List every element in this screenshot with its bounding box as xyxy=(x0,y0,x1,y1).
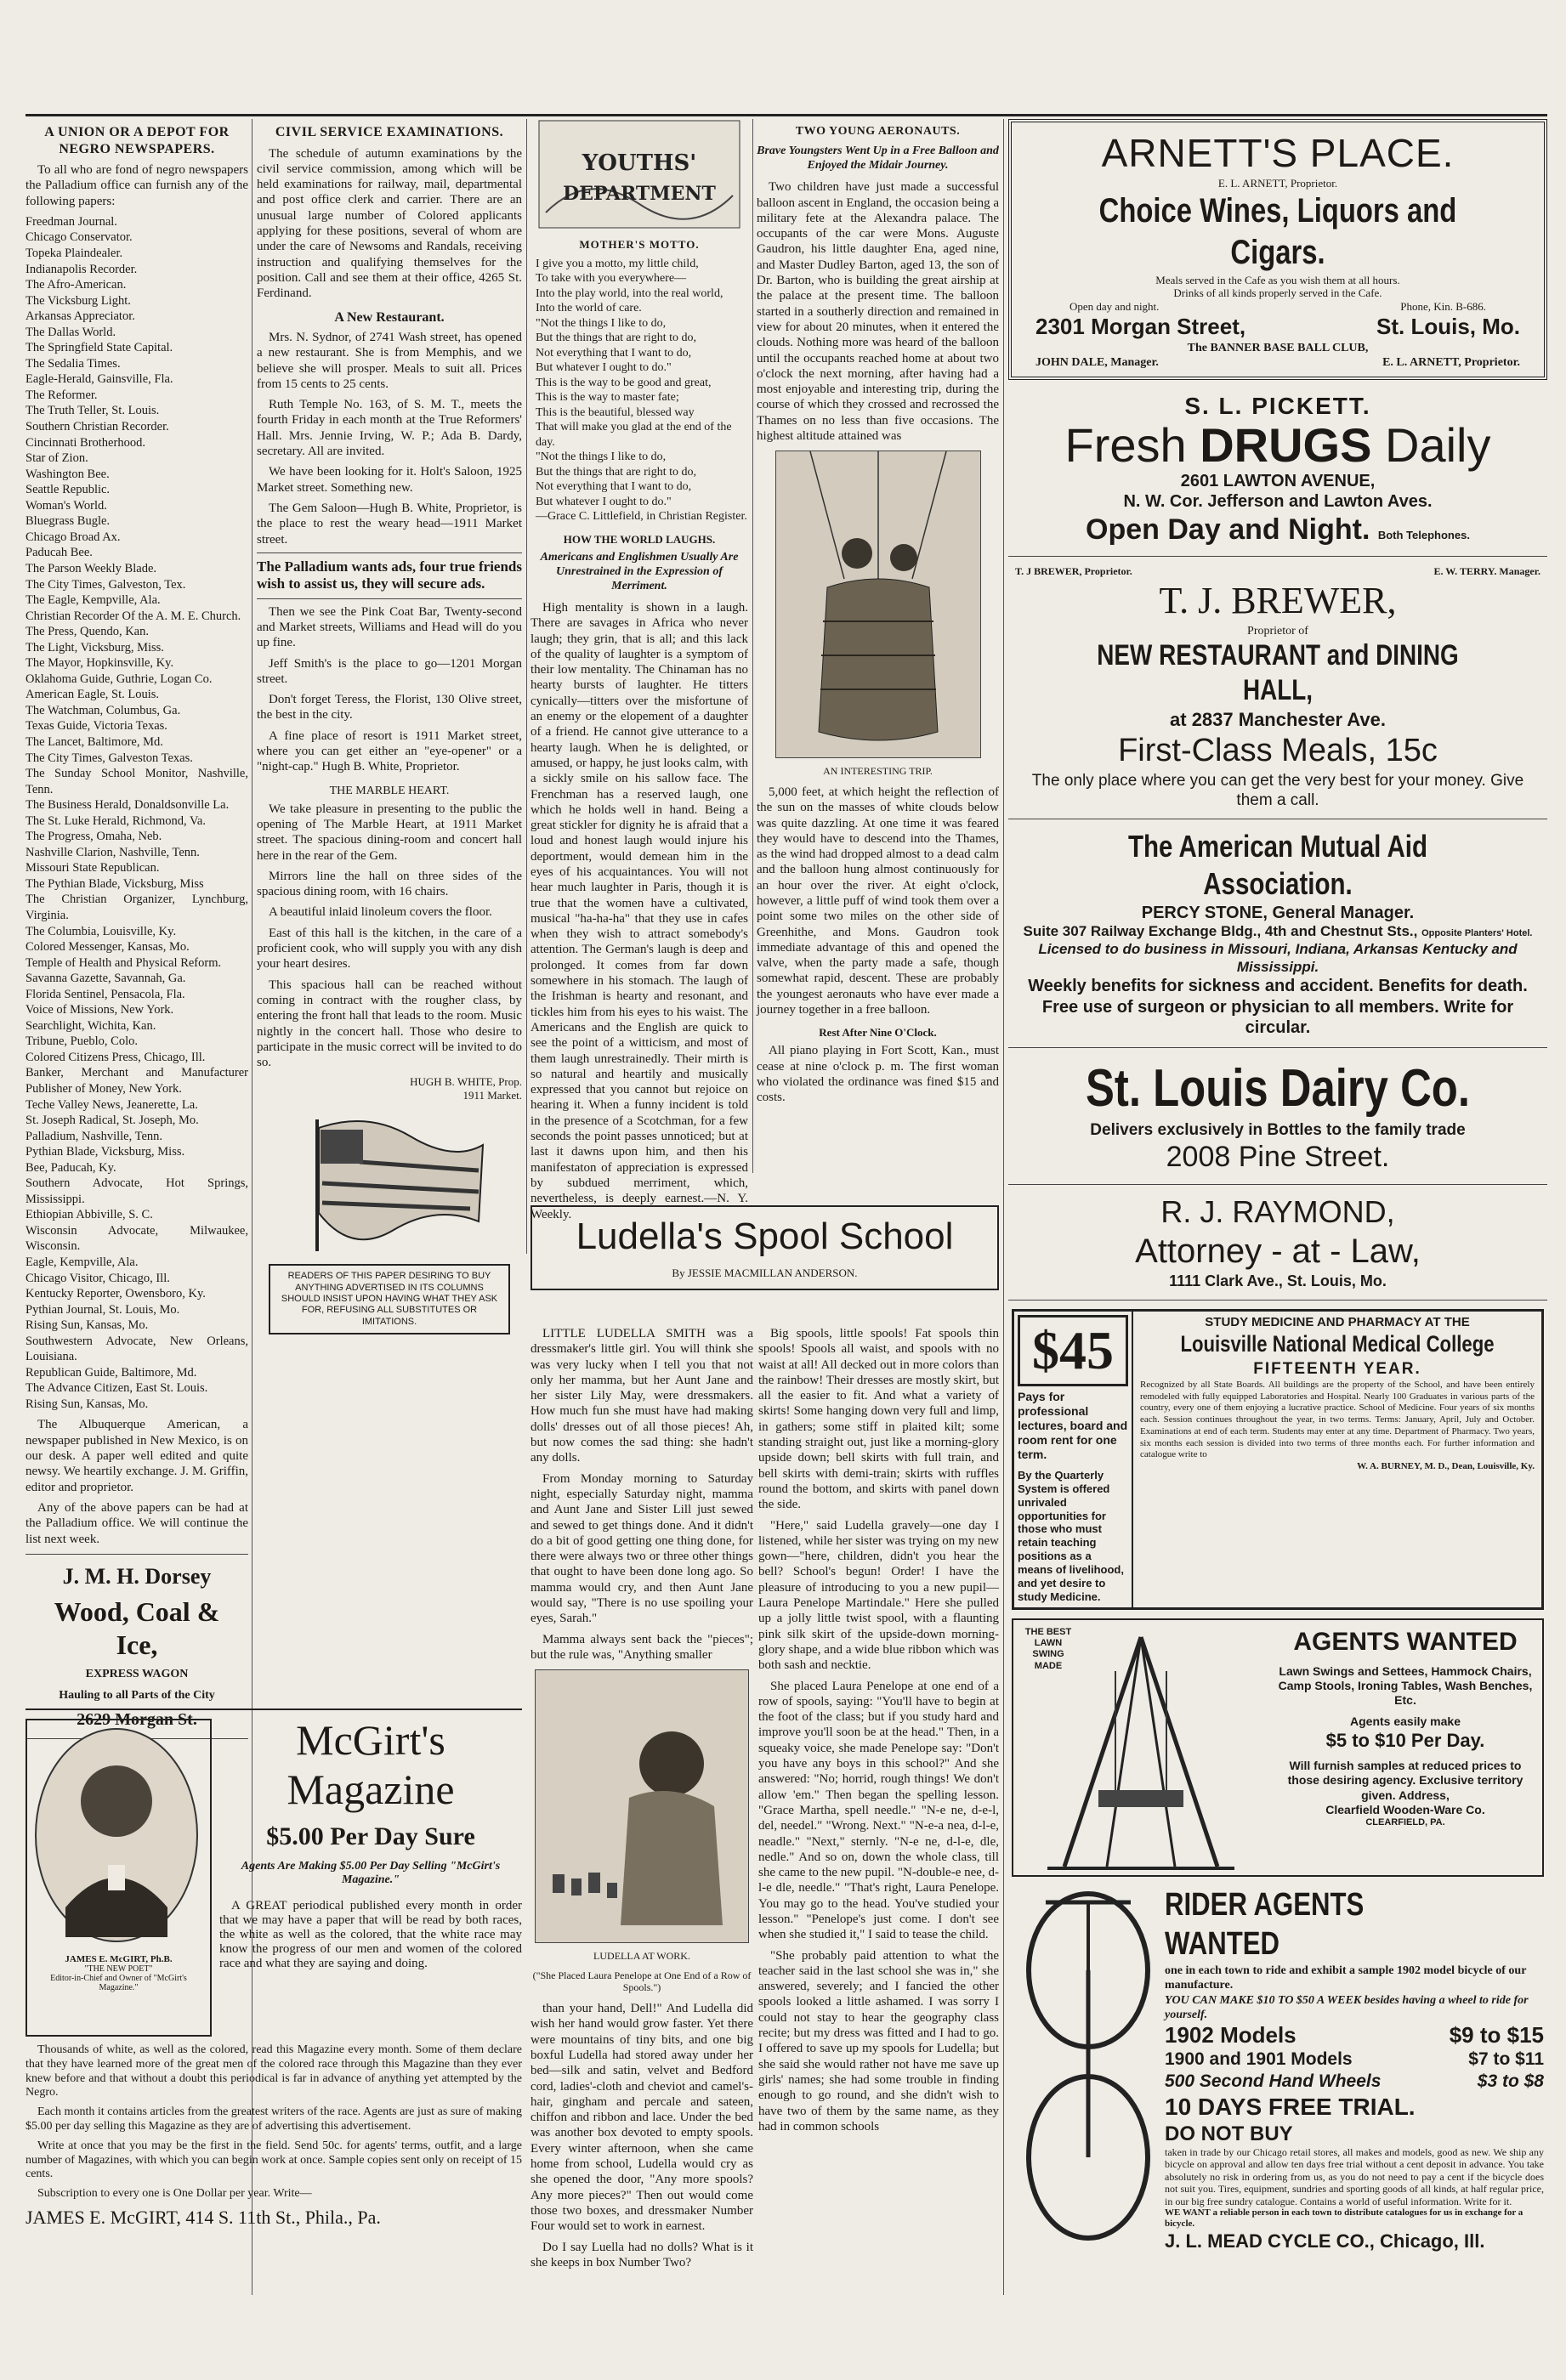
paper-list-item: The Advance Citizen, East St. Louis. xyxy=(26,1381,208,1396)
paper-list-item: The Springfield State Capital. xyxy=(26,341,173,355)
paper-list-item: Christian Recorder Of the A. M. E. Church. xyxy=(26,609,241,623)
paper-list-item: The Press, Quendo, Kan. xyxy=(26,625,149,639)
paper-list-item: The Pythian Blade, Vicksburg, Miss xyxy=(26,876,204,891)
brewer-right: E. W. TERRY. Manager. xyxy=(1433,565,1540,578)
brewer-restaurant: NEW RESTAURANT and DINING HALL, xyxy=(1097,638,1459,707)
ludella-p6: Big spools, little spools! Fat spools thin spools! Spools all waist, and spools with no waist at all! All decked out in more colors than the rainbow! Their dresses are mostly skirt, but all the easier to fit. And what a variety of skirts! Some hanging down very full and limp, in gathers; some stiff in plaited kilt; some standing straight out, just like a morning-glory upside down; bell skirts with full train, and bell skirts with demi-train; skirts with ruffles round the bottom, and skirts with panel down the side. xyxy=(758,1327,999,1512)
paper-list-item: Colored Citizens Press, Chicago, Ill. xyxy=(26,1050,206,1064)
agents-line1: Lawn Swings and Settees, Hammock Chairs, Camp Stools, Ironing Tables, Wash Benches, Etc. xyxy=(1278,1664,1533,1708)
paper-list-item: Kentucky Reporter, Owensboro, Ky. xyxy=(26,1287,206,1301)
brewer-top-row xyxy=(1015,565,1540,578)
ludella-p2: From Monday morning to Saturday night, especially Saturday night, mamma and Aunt Jane and Sister Lill just sewed and sewed to get things done. And it didn't do a bit of good getting one thing done, for there were always two or three other things that ought to have been done long ago. So mamma would cry, and then Aunt Jane would say, "There is no use spoiling your eyes, Sarah." xyxy=(531,1471,753,1626)
jeff-smith: Jeff Smith's is the place to go—1201 Morgan street. xyxy=(257,656,522,686)
flag-illustration-icon xyxy=(292,1102,487,1255)
paper-list-item: Rising Sun, Kansas, Mo. xyxy=(26,1397,149,1411)
poem-line: But the things that are right to do, xyxy=(536,332,696,345)
cycle-body: taken in trade by our Chicago retail stores, all makes and models, good as new. We ship any bicycle on approval and allow ten days free trial without a cent deposit in advance. You take absolutely no risk in ordering from us, as you do not need to pay a cent if the bicycle does not suit you. Tires, equipment, sundries and sporting goods of all kinds, at half regular price, in our big free sundry catalogue. Contains a world of useful information. Write for it. xyxy=(1165,2146,1544,2207)
medical-college-ad xyxy=(1012,1309,1544,1610)
column-4 xyxy=(757,119,999,1173)
mutual-manager: PERCY STONE, General Manager. xyxy=(1141,903,1415,922)
ludella-p5: Do I say Luella had no dolls? What is it she keeps in box Number Two? xyxy=(531,2240,753,2270)
paper-list-item: Woman's World. xyxy=(26,498,107,513)
paper-list-item: Colored Messenger, Kansas, Mo. xyxy=(26,940,190,955)
pickett-open-row xyxy=(1015,513,1540,547)
dairy-ad xyxy=(1008,1048,1547,1185)
paper-list-item: Star of Zion. xyxy=(26,451,88,466)
ludella-p8: She placed Laura Penelope at one end of a row of spools, saying: "You'll have to begin at the foot of the class; but if you study hard and improve you'll soon be at the head." Then, in a squeaky voice, she made Penelope say: "Don't you have any boys in this school?" And she answered: "No; horrid, rough things! We don't allow 'em." Then began the spelling lesson. "Grace Martha, spell needle." "N-e ne, d-e-l, del, needel." "Wrong. Next." "N-e-a nea, d-l-e, neadle." "Next," sternly. "N-e ne, d-l-e, dle, nedle." And so on, down the whole class, till she came to the new pupil. "N-double-e nee, d-l-e dle, needle." "That's right, Laura Penelope. You may go to the head. You've studied your lesson." "Penelope's just come. I don't see when she studied it," I said to tease the child. xyxy=(758,1679,999,1942)
medical-left xyxy=(1014,1312,1133,1607)
mcgirt-body4: Write at once that you may be the first in the field. Send 50c. for agents' terms, outfit, and a large number of Magazines, with which you can begin work at once. Sample copies sent only on receipt of 15 cents. xyxy=(26,2139,522,2181)
dorsey-hauling: Hauling to all Parts of the City xyxy=(59,1688,215,1702)
paper-list-item: Topeka Plaindealer. xyxy=(26,246,123,261)
cycle-notbuy: DO NOT BUY xyxy=(1165,2122,1293,2145)
paper-list-item: Tribune, Pueblo, Colo. xyxy=(26,1034,138,1049)
paper-list-item: Freedman Journal. xyxy=(26,214,117,229)
mcgirt-portrait-frame xyxy=(26,1719,212,2037)
ludella-p4: than your hand, Dell!" And Ludella did wish her hand would grow faster. Yet there were mountains of tiny bits, and one big boxful Ludella had stored away under her bed—silk and satin, velvet and Bedford cord, ladies'-cloth and cheviot and camel's-hair, gingham and percale and sateen, chiffon and ribbon and lace. Under the bed was another box devoted to empty spools. Every winter afternoon, when she came home from school, Ludella would cry as she opened the door, "Any more spools? Any more pieces?" Then out would come those two boxes, and dressmaker Number Four would set to work in earnest. xyxy=(531,2002,753,2234)
arnett-prop2: E. L. ARNETT, Proprietor. xyxy=(1382,355,1520,369)
arnett-line1: Meals served in the Cafe as you wish them at all hours. xyxy=(1155,273,1400,286)
brewer-left: T. J BREWER, Proprietor. xyxy=(1015,565,1132,578)
pickett-daily: Daily xyxy=(1385,418,1491,473)
paper-list-item: Southwestern Advocate, New Orleans, Louisiana. xyxy=(26,1334,248,1364)
mcgirt-tagline: Agents Are Making $5.00 Per Day Selling "McGirt's Magazine." xyxy=(241,1860,501,1886)
portrait-caption: JAMES E. McGIRT, Ph.B. xyxy=(65,1954,173,1964)
arnett-city: St. Louis, Mo. xyxy=(1376,314,1520,340)
poem-line: Not everything that I want to do, xyxy=(536,346,692,360)
agents-line4: Will furnish samples at reduced prices to those desiring agency. Exclusive territory given. Address, xyxy=(1287,1759,1523,1802)
pickett-drugs: DRUGS xyxy=(1200,418,1372,473)
arnett-prop: E. L. ARNETT, Proprietor. xyxy=(1217,177,1338,190)
raymond-ad xyxy=(1008,1185,1547,1300)
ads-column xyxy=(1008,119,1547,2295)
paper-list-item: The City Times, Galveston Texas. xyxy=(26,751,193,765)
arnett-club: The BANNER BASE BALL CLUB, xyxy=(1187,341,1369,354)
arnett-address: 2301 Morgan Street, xyxy=(1035,314,1246,340)
svg-text:YOUTHS': YOUTHS' xyxy=(582,150,697,176)
arnett-bottom-row xyxy=(1018,355,1537,370)
poem-line: This is the beautiful, blessed way xyxy=(536,405,695,419)
laughs-sub: Americans and Englishmen Usually Are Unrestrained in the Expression of Merriment. xyxy=(540,550,739,592)
cycle-models3p: $3 to $8 xyxy=(1477,2071,1544,2091)
paper-list-item: Pythian Blade, Vicksburg, Miss. xyxy=(26,1145,185,1159)
mothers-motto-poem xyxy=(531,257,748,524)
arnett-title: ARNETT'S PLACE. xyxy=(1101,131,1455,175)
dorsey-line: Wood, Coal & Ice, xyxy=(54,1595,220,1660)
brewer-tag: The only place where you can get the very best for your money. Give them a call. xyxy=(1031,771,1524,809)
agents-line2: Agents easily make xyxy=(1350,1714,1461,1729)
youths-department-header-icon xyxy=(537,119,741,230)
gem-saloon: The Gem Saloon—Hugh B. White, Proprietor, is the place to rest the weary head—1911 Market street. xyxy=(257,501,522,547)
marble-p5: This spacious hall can be reached without coming in contract with the rougher class, by entering the front hall that leads to the room. Music nightly in the concert hall. Those who desire to participate in the music correct will be invited to do so. xyxy=(257,978,522,1070)
paper-list-item: Ethiopian Abbiville, S. C. xyxy=(26,1208,153,1222)
bicycle-illustration xyxy=(1012,1885,1165,2251)
paper-list-item: The Reformer. xyxy=(26,388,98,402)
restaurant-body: Mrs. N. Sydnor, of 2741 Wash street, has opened a new restaurant. She is from Memphis, and we believe she will prosper. Meals to suit all. Prices from 15 cents to 25 cents. xyxy=(257,331,522,391)
pink-coat: Then we see the Pink Coat Bar, Twenty-second and Market streets, Williams and Head will do you up fine. xyxy=(257,604,522,650)
poem-line: But whatever I ought to do." xyxy=(536,495,672,508)
cycle-models2-row xyxy=(1165,2048,1544,2071)
paper-list-item: The Watchman, Columbus, Ga. xyxy=(26,703,181,717)
raymond-title: Attorney - at - Law, xyxy=(1135,1232,1421,1270)
paper-list-item: Texas Guide, Victoria Texas. xyxy=(26,719,167,734)
pickett-fresh: Fresh xyxy=(1064,418,1187,473)
paper-list-item: Paducah Bee. xyxy=(26,546,93,560)
column-rule xyxy=(752,119,753,1173)
albuquerque-note: The Albuquerque American, a newspaper published in New Mexico, is on our desk. A paper well edited and quite newsy. We heartily exchange. J. M. Griffin, editor and proprietor. xyxy=(26,1418,248,1494)
mutual-opposite: Opposite Planters' Hotel. xyxy=(1421,928,1533,939)
cycle-line1: one in each town to ride and exhibit a sample 1902 model bicycle of our manufacture. xyxy=(1165,1964,1527,1992)
medical-right xyxy=(1133,1312,1541,1607)
mcgirt-price: $5.00 Per Day Sure xyxy=(266,1822,475,1850)
paper-list-item: Wisconsin Advocate, Milwaukee, Wisconsin. xyxy=(26,1223,248,1254)
paper-list-item: The Truth Teller, St. Louis. xyxy=(26,404,160,418)
pickett-phones: Both Telephones. xyxy=(1377,528,1470,541)
arnett-ad xyxy=(1008,119,1547,380)
negro-papers-intro: To all who are fond of negro newspapers the Palladium office can furnish any of the following papers: xyxy=(26,163,248,208)
arnett-address-row xyxy=(1018,314,1537,341)
portrait-icon xyxy=(27,1720,207,1950)
medical-head1: STUDY MEDICINE AND PHARMACY AT THE xyxy=(1205,1314,1470,1329)
poem-line: Into the play world, into the real world, xyxy=(536,286,723,300)
mcgirt-title1: McGirt's xyxy=(296,1716,445,1764)
paper-list-item: The Afro-American. xyxy=(26,278,127,292)
poem-line: But whatever I ought to do." xyxy=(536,361,672,375)
paper-list-item: Nashville Clarion, Nashville, Tenn. xyxy=(26,845,200,859)
laughs-title: HOW THE WORLD LAUGHS. xyxy=(563,532,716,546)
balloon-caption: AN INTERESTING TRIP. xyxy=(823,765,933,778)
poem-line: I give you a motto, my little child, xyxy=(536,257,699,270)
mcgirt-address: JAMES E. McGIRT, 414 S. 11th St., Phila., Pa. xyxy=(26,2206,381,2228)
ludella-illustration-icon xyxy=(535,1669,749,1943)
mutual-licensed: Licensed to do business in Missouri, Indiana, Arkansas Kentucky and Mississippi. xyxy=(1038,941,1518,975)
paper-list-item: Rising Sun, Kansas, Mo. xyxy=(26,1318,149,1333)
mutual-aid-ad xyxy=(1008,819,1547,1048)
ludella-caption: LUDELLA AT WORK. xyxy=(593,1950,690,1963)
aero-sub: Brave Youngsters Went Up in a Free Balloon and Enjoyed the Midair Journey. xyxy=(757,144,999,173)
portrait-caption3: Editor-in-Chief and Owner of "McGirt's Magazine." xyxy=(50,1974,187,1992)
dairy-title: St. Louis Dairy Co. xyxy=(1086,1058,1470,1118)
paper-list-item: Banker, Merchant and Manufacturer Publisher of Money, New York. xyxy=(26,1066,248,1096)
ludella-byline: By JESSIE MACMILLAN ANDERSON. xyxy=(672,1266,858,1279)
medical-body: Recognized by all State Boards. All buildings are the property of the School, and have been entirely remodeled with fully equipped Laboratories and Hospital. Nearly 100 Graduates in various parts of the country, every one of them enjoying a lucrative practice. School of Medicine. Four years of six months each. Session continues throughout the year, in two terms. Terms: January, April, July and October. Examinations at end of each term. Students may enter at any time. Department of Pharmacy. Two years, six months each session is divided into two terms of three months each. For further information and catalogue write to xyxy=(1140,1379,1535,1460)
paper-list-item: The Christian Organizer, Lynchburg, Virginia. xyxy=(26,892,248,922)
swing-illustration xyxy=(1013,1620,1268,1875)
medical-head2: Louisville National Medical College xyxy=(1180,1331,1495,1357)
resort-1911: A fine place of resort is 1911 Market street, where you can get either an "eye-opener" or a "night-cap." Hugh B. White, Proprietor. xyxy=(257,728,522,774)
medical-head3: FIFTEENTH YEAR. xyxy=(1253,1360,1421,1379)
poem-line: To take with you everywhere— xyxy=(536,272,687,286)
mcgirt-title2: Magazine xyxy=(287,1765,455,1813)
ludella-title-box xyxy=(531,1205,999,1290)
paper-list-item: The Eagle, Kempville, Ala. xyxy=(26,593,161,608)
brewer-meals: First-Class Meals, 15c xyxy=(1118,733,1438,769)
paper-list-item: Eagle, Kempville, Ala. xyxy=(26,1255,139,1270)
rest-body: All piano playing in Fort Scott, Kan., must cease at nine o'clock p. m. The first woman who violated the ordinance was fined $15 and costs. xyxy=(757,1044,999,1105)
swing-best-label: THE BEST LAWN SWING MADE xyxy=(1024,1626,1072,1671)
dairy-line: Delivers exclusively in Bottles to the family trade xyxy=(1090,1121,1466,1140)
dorsey-wagon: EXPRESS WAGON xyxy=(85,1667,189,1680)
arnett-open-row xyxy=(1018,300,1537,314)
paper-list-item: Arkansas Appreciator. xyxy=(26,309,135,324)
paper-list-item: Searchlight, Wichita, Kan. xyxy=(26,1018,156,1033)
marble-sign: HUGH B. WHITE, Prop. xyxy=(410,1075,522,1089)
column-3 xyxy=(531,119,748,1250)
cycle-models3-row xyxy=(1165,2071,1544,2093)
paper-list-item: The Lancet, Baltimore, Md. xyxy=(26,734,163,749)
papers-note: Any of the above papers can be had at the Palladium office. We will continue the list next week. xyxy=(26,1500,248,1546)
paper-list-item: The Parson Weekly Blade. xyxy=(26,561,156,575)
ludella-col-b xyxy=(758,1326,999,2139)
paper-list-item: The City Times, Galveston, Tex. xyxy=(26,577,186,592)
paper-list-item: The Mayor, Hopkinsville, Ky. xyxy=(26,656,174,671)
paper-list-item: Florida Sentinel, Pensacola, Fla. xyxy=(26,987,185,1001)
cycle-models2: 1900 and 1901 Models xyxy=(1165,2049,1353,2070)
cycle-models1-row xyxy=(1165,2022,1544,2049)
paper-list-item: The Business Herald, Donaldsonville La. xyxy=(26,798,230,813)
laughs-body: High mentality is shown in a laugh. There are savages in Africa who never laugh; they grin, that is all; and this lack of the quality of laughter is a symptom of their low mentality. The Chinaman has no hearty bursts of laughter. He titters cynically—titters over the misfortune of an enemy or the elopement of a daughter of a friend. He cannot give utterance to a hearty laugh. When he is delighted, or amused, or happy, he just looks calm, with a sickly smile on his sallow face. The Frenchman has a reserved laugh, one which he holds well in hand. Being a great stickler for dignity he is afraid that a loud and honest laugh would injure his deportment, would demean him in the eyes of his acquaintances. You will not hear much laughter in Paris, though it is true that the women have a cultivated, musical "ha-ha-ha" that they use in cafes when they wish to attract somebody's attention. The German's laugh is deep and prolonged. It comes from far down somewhere in his stomach. The laugh of the Irishman is hearty and resonant, and tickles him from his eyes to his waist. The Americans and the English are quick to see the point of a witticism, and most of them laugh unrestrainedly. Their mirth is so natural and heartily and musically expressed that you cannot but rejoice on hearing it. When a funny incident is told in the presence of a Scotchman, for a few seconds the point passes unnoticed; but at last it dawns upon him, and then his manifestaton of appreciation is expressed by subdued merriment, which, nevertheless, is deeply earnest.—N. Y. Weekly. xyxy=(531,600,748,1221)
paper-list-item: Chicago Conservator. xyxy=(26,230,133,245)
paper-list-item: Chicago Broad Ax. xyxy=(26,530,121,544)
paper-list-item: Chicago Visitor, Chicago, Ill. xyxy=(26,1271,170,1285)
dairy-address: 2008 Pine Street. xyxy=(1166,1141,1390,1174)
paper-list-item: Indianapolis Recorder. xyxy=(26,262,138,276)
aero-body2: 5,000 feet, at which height the reflection of the sun on the masses of white clouds below was quite dazzling. At one time it was feared they would have to descend into the Thames, as the wind had dropped almost to a dead calm and the balloon hung almost continuously for an hour over the river. At eight o'clock, however, a little puff of wind took them over a point some two miles on the other side of Greenhithe, and Mons. Gaudron took immediate advantage of this and opened the valve, when the party made a safe, though somewhat rapid, descent. These are probably the youngest aeronauts who have ever made a journey together in a free balloon. xyxy=(757,785,999,1017)
agents-company: Clearfield Wooden-Ware Co. xyxy=(1325,1802,1485,1816)
rest-title: Rest After Nine O'Clock. xyxy=(819,1026,937,1040)
agents-title: AGENTS WANTED xyxy=(1293,1627,1518,1656)
poem-line: —Grace C. Littlefield, in Christian Register. xyxy=(536,510,747,524)
readers-notice: READERS OF THIS PAPER DESIRING TO BUY ANYTHING ADVERTISED IN ITS COLUMNS SHOULD INSIST UPON HAVING WHAT THEY ASK FOR, REFUSING ALL SUBSTITUTES OR IMITATIONS. xyxy=(269,1264,510,1334)
balloon-illustration-icon xyxy=(775,450,981,758)
poem-line: This is the way to be good and great, xyxy=(536,376,712,389)
top-rule xyxy=(26,114,1547,116)
paper-list-item: Seattle Republic. xyxy=(26,483,111,497)
cycle-models3: 500 Second Hand Wheels xyxy=(1165,2071,1382,2091)
mcgirt-body: A GREAT periodical published every month in order that we may have a paper that will be read by both races, the white as well as the colored, that the white race may know the progress of our men and women of the colored race and what they are saying and doing. xyxy=(219,1899,522,1970)
paper-list-item: Voice of Missions, New York. xyxy=(26,1003,174,1017)
brewer-name: T. J. BREWER, xyxy=(1159,579,1397,621)
paper-list-item: Savanna Gazette, Savannah, Ga. xyxy=(26,972,186,986)
motto-title: MOTHER'S MOTTO. xyxy=(579,238,700,251)
civil-title: CIVIL SERVICE EXAMINATIONS. xyxy=(275,125,504,139)
mcgirt-body3: Each month it contains articles from the greatest writers of the race. Agents are just as sure of making $5.00 per day selling this Magazine as they are of advertising this advertisement. xyxy=(26,2105,522,2133)
paper-list-item: Missouri State Republican. xyxy=(26,861,160,876)
arnett-manager: JOHN DALE, Manager. xyxy=(1035,355,1159,369)
bicycle-icon xyxy=(1012,1885,1165,2251)
poem-line: That will make you glad at the end of the day. xyxy=(536,421,732,449)
medical-quarterly: By the Quarterly System is offered unrivaled opportunities for those who must retain teaching positions as a means of livelihood, and yet desire to study Medicine. xyxy=(1018,1469,1124,1603)
civil-body: The schedule of autumn examinations by the civil service commission, among which will be held examinations for railway, mail, departmental and post office clerk and carrier. There are an unusual large number of Colored applicants applying for these positions, several of whom are under the care of Newsoms and Randals, receiving instruction and qualifying themselves for the position. Call and see them at their office, 4265 St. Ferdinand. xyxy=(257,146,522,301)
pickett-open: Open Day and Night. xyxy=(1086,513,1370,546)
poem-line: "Not the things I like to do, xyxy=(536,450,667,464)
column-rule xyxy=(1003,119,1004,2295)
ludella-caption2: ("She Placed Laura Penelope at One End of a Row of Spools.") xyxy=(532,1969,752,1994)
mcgirt-subscription: Subscription to every one is One Dollar per year. Write— xyxy=(37,2187,312,2201)
teress-florist: Don't forget Teress, the Florist, 130 Olive street, the best in the city. xyxy=(257,693,522,722)
column-1 xyxy=(26,119,248,1729)
arnett-line2: Drinks of all kinds properly served in the Cafe. xyxy=(1173,286,1382,300)
pickett-name: S. L. PICKETT. xyxy=(1184,393,1371,420)
cycle-company: J. L. MEAD CYCLE CO., Chicago, Ill. xyxy=(1165,2230,1485,2252)
agents-city: CLEARFIELD, PA. xyxy=(1365,1816,1445,1828)
marble-sign2: 1911 Market. xyxy=(462,1089,522,1102)
mcgirt-ad xyxy=(26,1708,522,2297)
paper-list-item: Southern Christian Recorder. xyxy=(26,420,169,434)
paper-list-item: St. Joseph Radical, St. Joseph, Mo. xyxy=(26,1114,199,1128)
cycle-ad xyxy=(1012,1885,1544,2251)
paper-list-item: The St. Luke Herald, Richmond, Va. xyxy=(26,813,206,828)
medical-price: $45 xyxy=(1018,1315,1128,1386)
marble-p1: We take pleasure in presenting to the public the opening of The Marble Heart, at 1911 Market street. The spacious dining-room and concert hall here in the rear of the Gem. xyxy=(257,802,522,863)
restaurant-title: A New Restaurant. xyxy=(334,310,445,326)
ruth-temple: Ruth Temple No. 163, of S. M. T., meets the fourth Friday in each month at the True Reformers' Hall. Mrs. Jennie Irving, W. P.; Ada B. Dardy, secretary. All are invited. xyxy=(257,398,522,459)
paper-list-item: The Progress, Omaha, Neb. xyxy=(26,830,162,844)
marble-title: THE MARBLE HEART. xyxy=(329,784,450,797)
paper-list-item: Oklahoma Guide, Guthrie, Logan Co. xyxy=(26,672,213,686)
mcgirt-body2: Thousands of white, as well as the colored, read this Magazine every month. Some of them declare that they have learned more of the great men of the colored race through this Magazine than they ever knew before and that without a doubt this periodical is far in advance of anything yet attempted by the Negro. xyxy=(26,2043,522,2100)
marble-p3: A beautiful inlaid linoleum covers the floor. xyxy=(269,905,492,920)
pickett-ad xyxy=(1008,383,1547,557)
cycle-text xyxy=(1165,1885,1544,2251)
paper-list-item: Bee, Paducah, Ky. xyxy=(26,1160,116,1175)
ludella-p3: Mamma always sent back the "pieces"; but the rule was, "Anything smaller xyxy=(531,1632,753,1662)
pickett-corner: N. W. Cor. Jefferson and Lawton Aves. xyxy=(1123,492,1433,512)
mutual-suite: Suite 307 Railway Exchange Bldg., 4th and Chestnut Sts., xyxy=(1023,923,1418,940)
arnett-headline: Choice Wines, Liquors and Cigars. xyxy=(1098,191,1457,271)
poem-line: But the things that are right to do, xyxy=(536,465,696,479)
marble-p4: East of this hall is the kitchen, in the care of a proficient cook, who will supply you with any dish your heart desires. xyxy=(257,926,522,972)
poem-line: Into the world of care. xyxy=(536,302,642,315)
agents-text xyxy=(1268,1620,1542,1875)
cycle-line1b: YOU CAN MAKE $10 TO $50 A WEEK besides having a wheel to ride for yourself. xyxy=(1165,1993,1529,2021)
mcgirt-bottom xyxy=(26,2043,522,2229)
ludella-p7: "Here," said Ludella gravely—one day I listened, while her sister was trying on my new gown—"here, children, didn't you hear the bell? School's begun! Order! I have the pleasure of introducing to you a new pupil—Laura Penelope Martindale." Here she pulled up a jolly little twist spool, with a flaunting pink silk skirt of the upside-down morning-glory shape, and a wide blue ribbon which was both sash and necktie. xyxy=(758,1518,999,1673)
palladium-wants: The Palladium wants ads, four true friends wish to assist us, they will secure ads. xyxy=(257,552,522,599)
column-rule xyxy=(526,119,527,1254)
mutual-title: The American Mutual Aid Association. xyxy=(1127,829,1428,901)
brewer-address: at 2837 Manchester Ave. xyxy=(1170,708,1386,730)
aero-title: TWO YOUNG AERONAUTS. xyxy=(795,125,961,138)
paper-list-item: The Vicksburg Light. xyxy=(26,293,131,308)
ludella-story xyxy=(531,1205,999,2295)
paper-list-item: American Eagle, St. Louis. xyxy=(26,688,160,702)
raymond-name: R. J. RAYMOND, xyxy=(1160,1193,1395,1229)
marble-p2: Mirrors line the hall on three sides of the spacious dining room, with 16 chairs. xyxy=(257,869,522,899)
cycle-title: RIDER AGENTS WANTED xyxy=(1165,1886,1365,1962)
column-2 xyxy=(257,119,522,1700)
paper-list-item: The Sedalia Times. xyxy=(26,356,121,371)
cycle-want: WE WANT a reliable person in each town to distribute catalogues for us in exchange for a bicycle. xyxy=(1165,2207,1523,2230)
medical-dean: W. A. BURNEY, M. D., Dean, Louisville, Ky. xyxy=(1357,1461,1535,1472)
poem-line: This is the way to master fate; xyxy=(536,391,679,405)
ludella-p1: LITTLE LUDELLA SMITH was a dressmaker's little girl. You will think she was very lucky when I tell you that not only her mamma, but her Aunt Jane and her sister Lily May, were dressmakers. How much fun she must have had making dolls' dresses out of all those pieces! Ah, but now comes the sad thing: she hadn't any dolls. xyxy=(531,1327,753,1465)
paper-list-item: Eagle-Herald, Gainsville, Fla. xyxy=(26,372,173,387)
dorsey-name: J. M. H. Dorsey xyxy=(62,1563,212,1589)
ludella-title: Ludella's Spool School xyxy=(576,1216,954,1257)
ludella-p9: "She probably paid attention to what the teacher said in the last school she was in," she answered, severely; and I fancied the other spools looked a little ashamed. I was sorry I could not stay to hear the geography class recite; but my dress was fitted and I had to go. I offered to save up my spools for Ludella; but she said she would rather not have me save up girls' names; she had some trouble in finding enough to go round, and she didn't wish to have two of them by the same name, as they had in common schools xyxy=(758,1948,999,2134)
paper-list-item: The Sunday School Monitor, Nashville, Tenn. xyxy=(26,767,248,796)
paper-list-item: Washington Bee. xyxy=(26,467,110,481)
portrait-caption2: "THE NEW POET" xyxy=(84,1964,153,1974)
paper-list-item: Cincinnati Brotherhood. xyxy=(26,435,145,450)
poem-line: Not everything that I want to do, xyxy=(536,480,692,494)
paper-list-item: Teche Valley News, Jeanerette, La. xyxy=(26,1097,198,1112)
ludella-col-a xyxy=(531,1326,753,2275)
dorsey-address: 2629 Morgan St. xyxy=(77,1709,197,1729)
paper-list-item: Southern Advocate, Hot Springs, Mississippi. xyxy=(26,1176,248,1206)
cycle-models1: 1902 Models xyxy=(1165,2021,1296,2048)
negro-papers-title: A UNION OR A DEPOT FOR NEGRO NEWSPAPERS. xyxy=(44,125,230,156)
cycle-models1p: $9 to $15 xyxy=(1449,2021,1544,2048)
paper-list-item: Bluegrass Bugle. xyxy=(26,514,111,529)
mutual-weekly: Weekly benefits for sickness and accident. Benefits for death. xyxy=(1028,977,1528,996)
svg-text:DEPARTMENT: DEPARTMENT xyxy=(563,183,716,205)
mcgirt-heading xyxy=(219,1715,522,1976)
paper-list-item: Republican Guide, Baltimore, Md. xyxy=(26,1365,197,1380)
aero-body: Two children have just made a successful balloon ascent in England, the occasion being a military fete at the Alexandra palace. The occupants of the car were Mons. Auguste Gaudron, his little daughter Ena, aged nine, and Master Dudley Barton, aged 13, the son of Dr. Barton, who is building the great airship at the palace at the present time. The balloon started in a southerly direction and remained in view for about 20 minutes, when it entered the clouds. Nothing more was heard of the balloon until the occupants reached home at about two o'clock the next morning, after having had a most enjoyable and interesting trip, during the course of which they crossed and recrossed the Thames on no less than five occasions. The highest altitude attained was xyxy=(757,180,999,443)
brewer-prop: Proprietor of xyxy=(1247,624,1308,638)
paper-list-item: Temple of Health and Physical Reform. xyxy=(26,955,222,970)
papers-list xyxy=(26,214,248,1413)
poem-line: "Not the things I like to do, xyxy=(536,316,667,330)
mutual-free: Free use of surgeon or physician to all members. Write for circular. xyxy=(1041,997,1514,1038)
raymond-address: 1111 Clark Ave., St. Louis, Mo. xyxy=(1169,1272,1387,1289)
medical-pays: Pays for professional lectures, board and room rent for one term. xyxy=(1018,1389,1128,1461)
newspaper-page xyxy=(26,119,1547,2295)
mutual-suite-row xyxy=(1015,923,1540,941)
holts-saloon: We have been looking for it. Holt's Saloon, 1925 Market street. Something new. xyxy=(257,465,522,495)
cycle-trial: 10 DAYS FREE TRIAL. xyxy=(1165,2093,1416,2120)
brewer-ad xyxy=(1008,557,1547,819)
lawn-swing-ad xyxy=(1012,1618,1544,1877)
cycle-models2p: $7 to $11 xyxy=(1468,2049,1544,2070)
pickett-address: 2601 LAWTON AVENUE, xyxy=(1180,471,1376,490)
pickett-headline-row xyxy=(1015,418,1540,473)
arnett-line3: Open day and night. xyxy=(1070,300,1160,314)
paper-list-item: The Columbia, Louisville, Ky. xyxy=(26,924,177,938)
paper-list-item: Pythian Journal, St. Louis, Mo. xyxy=(26,1302,180,1317)
arnett-phone: Phone, Kin. B-686. xyxy=(1400,300,1486,314)
paper-list-item: The Dallas World. xyxy=(26,325,116,339)
paper-list-item: Palladium, Nashville, Tenn. xyxy=(26,1129,163,1143)
agents-line3: $5 to $10 Per Day. xyxy=(1325,1729,1485,1751)
paper-list-item: The Light, Vicksburg, Miss. xyxy=(26,640,164,654)
